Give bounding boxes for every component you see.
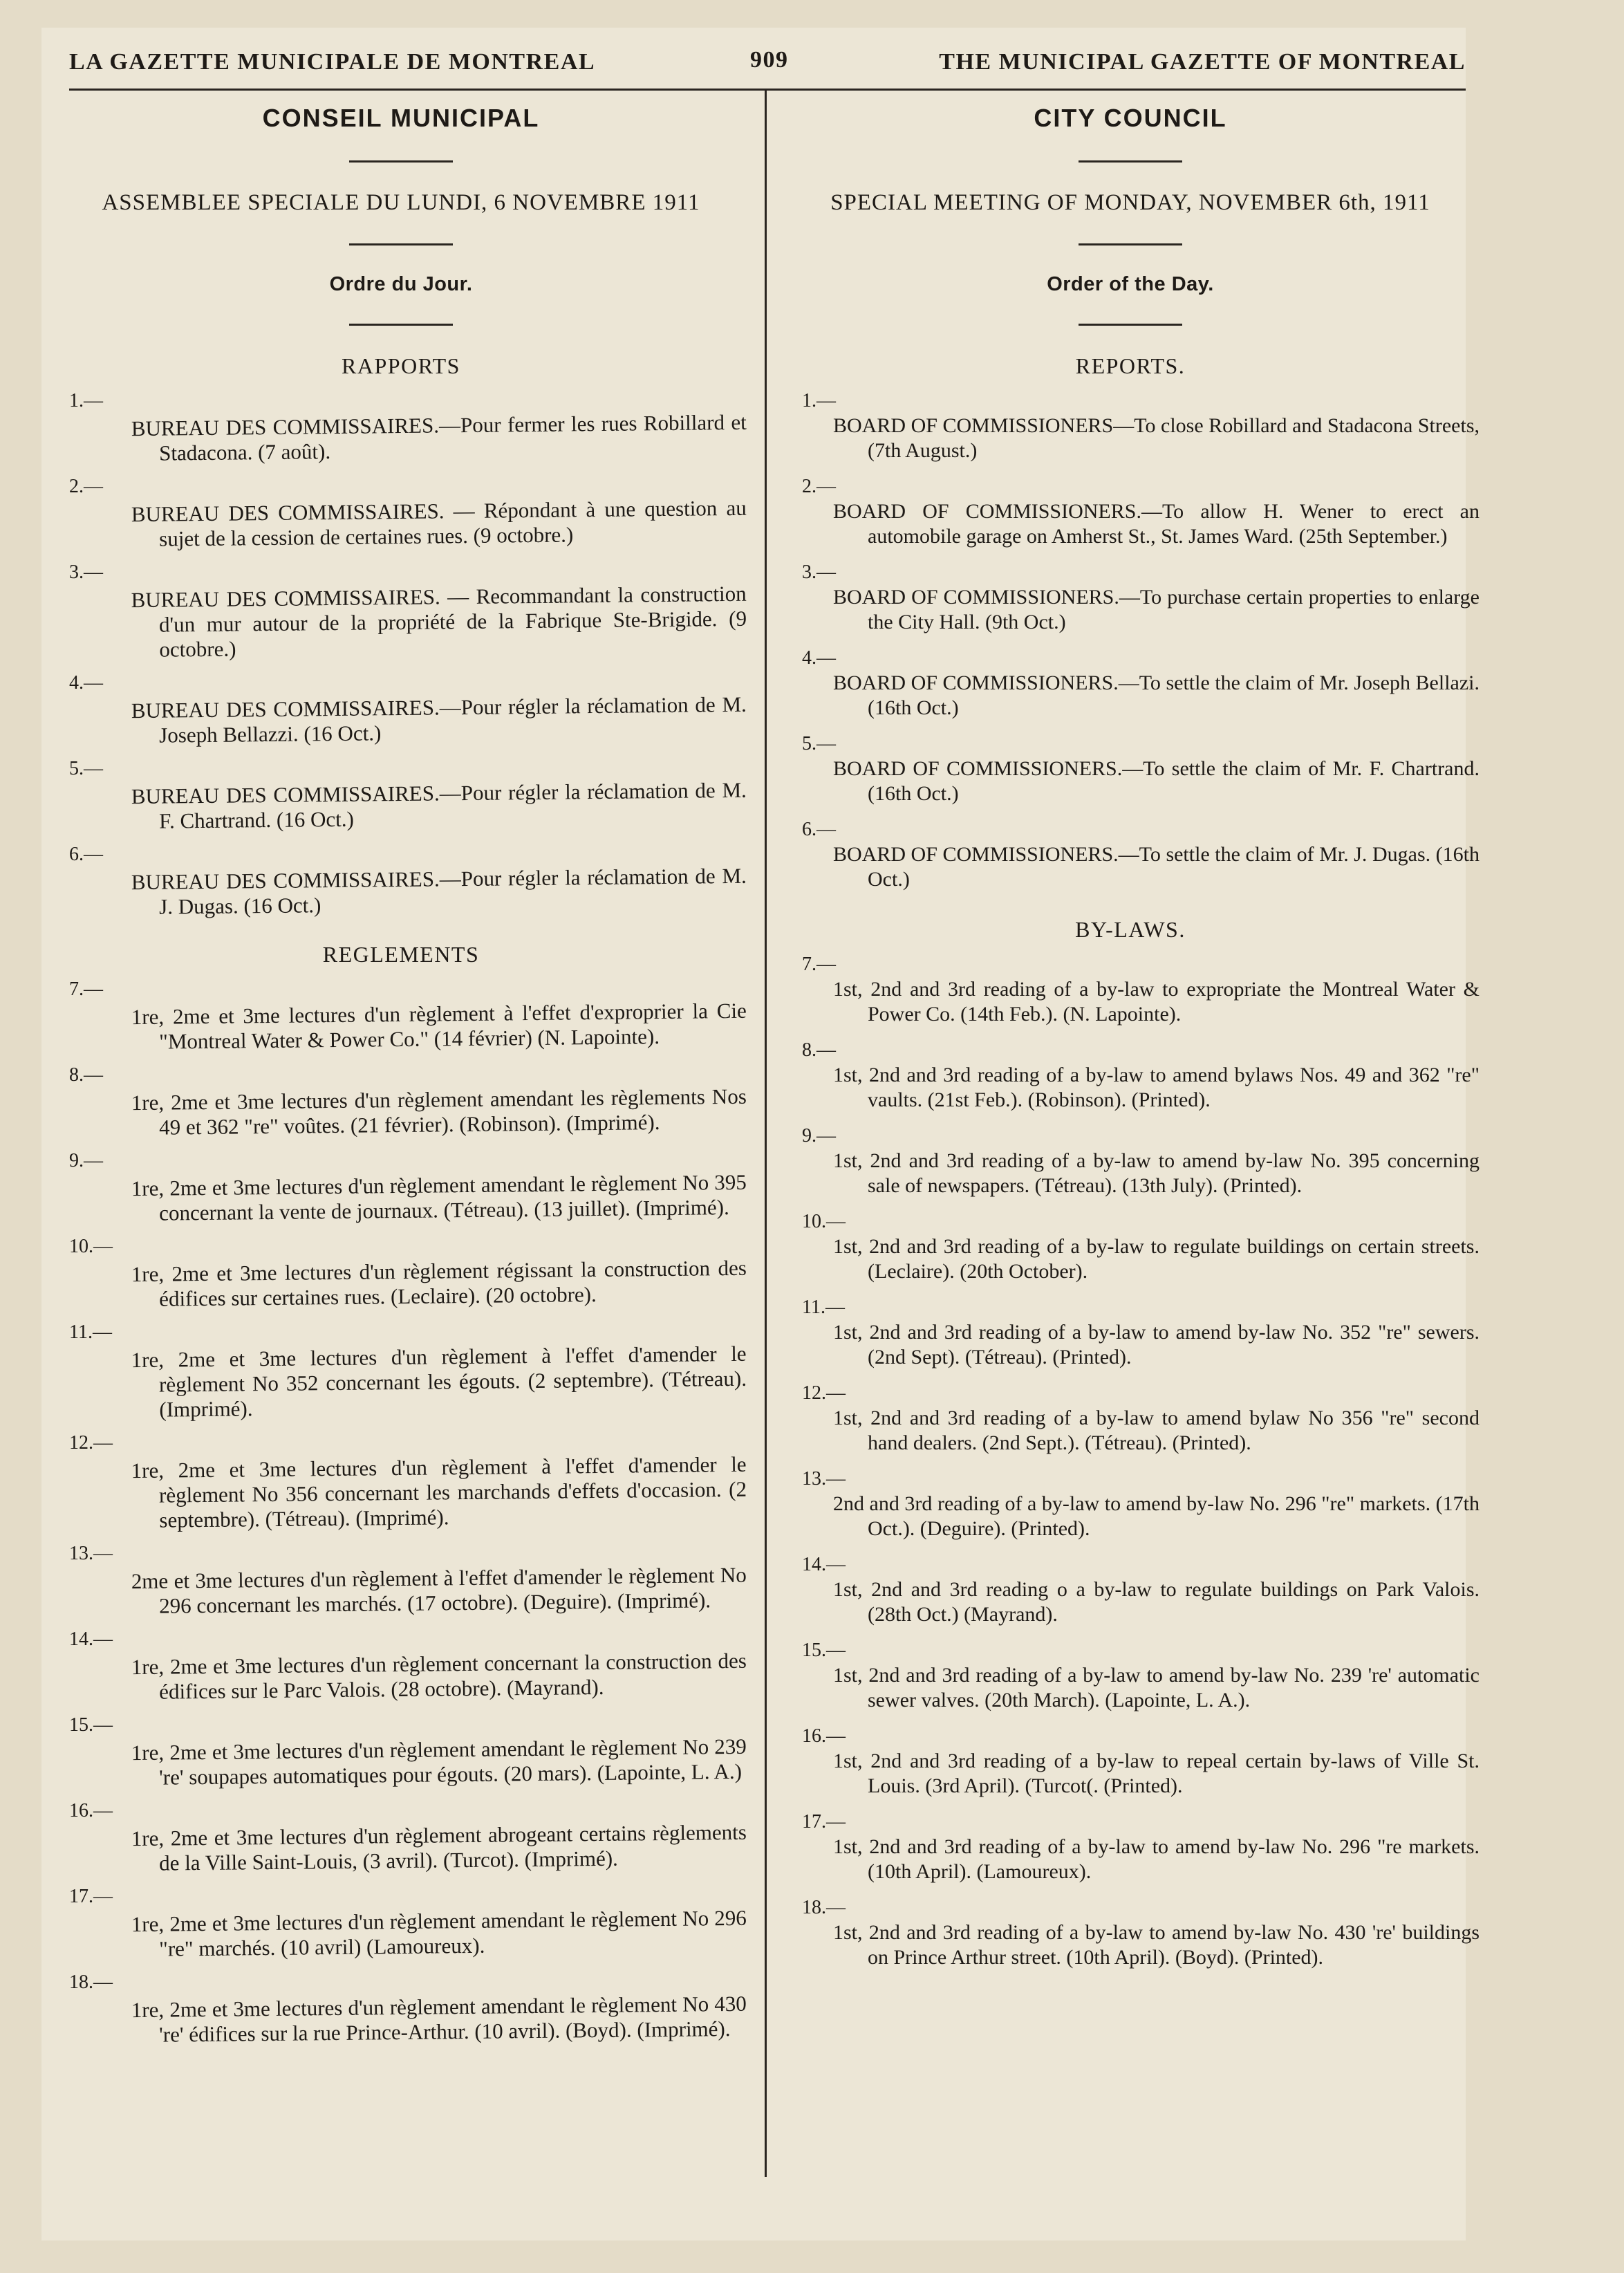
agenda-item-number: 15.— [69, 1714, 113, 1736]
agenda-item [781, 954, 1480, 1027]
agenda-item-text: 1re, 2me et 3me lectures d'un règlement amendant les règlements Nos 49 et 362 "re" voûtes. (21 février). (Robinson). (Imprimé). [131, 1084, 747, 1140]
agenda-item [781, 1297, 1480, 1370]
agenda-item [781, 1468, 1480, 1541]
agenda-item-text: 1st, 2nd and 3rd reading of a by-law to repeal certain by-laws of Ville St. Louis. (3rd April). (Turcot(. (Printed). [833, 1750, 1480, 1797]
agenda-item-text: 1st, 2nd and 3rd reading o a by-law to regulate buildings on Park Valois. (28th Oct.) (Mayrand). [833, 1578, 1480, 1626]
agenda-item-number: 16.— [69, 1800, 113, 1821]
agenda-item-number: 17.— [69, 1886, 113, 1907]
agenda-item [55, 476, 747, 549]
agenda-item-number: 10.— [69, 1236, 113, 1257]
agenda-item-number: 16.— [802, 1725, 846, 1747]
agenda-item [781, 1125, 1480, 1198]
agenda-item [55, 1543, 747, 1616]
french-heading: CONSEIL MUNICIPAL [262, 104, 540, 132]
agenda-item-text: BOARD OF COMMISSIONERS.—To settle the claim of Mr. Joseph Bellazi. (16th Oct.) [833, 671, 1480, 719]
agenda-item-text: BOARD OF COMMISSIONERS.—To allow H. Wener to erect an automobile garage on Amherst St., St. James Ward. (25th September.) [833, 500, 1480, 548]
agenda-item [55, 758, 747, 831]
agenda-item [55, 562, 747, 660]
column-divider [765, 89, 767, 2177]
agenda-item [781, 1897, 1480, 1970]
agenda-item [55, 1629, 747, 1702]
agenda-item-text: 2nd and 3rd reading of a by-law to amend by-law No. 296 "re" markets. (17th Oct.). (Deguire). (Printed). [833, 1492, 1480, 1540]
agenda-item-number: 1.— [802, 390, 836, 411]
agenda-item-text: BOARD OF COMMISSIONERS—To close Robillard and Stadacona Streets, (7th August.) [833, 414, 1480, 462]
agenda-item [55, 1064, 747, 1138]
agenda-item-text: BUREAU DES COMMISSAIRES. — Répondant à une question au sujet de la cession de certaines rues. (9 octobre.) [131, 495, 747, 551]
agenda-item-text: BUREAU DES COMMISSAIRES.—Pour régler la réclamation de M. F. Chartrand. (16 Oct.) [131, 777, 747, 833]
agenda-item-number: 9.— [69, 1150, 103, 1171]
page-number: 909 [750, 47, 789, 73]
agenda-item-text: 1re, 2me et 3me lectures d'un règlement amendant le règlement No 239 're' soupapes automatiques pour égouts. (20 mars). (Lapointe, L. A.) [131, 1734, 747, 1790]
french-bylaws-title: REGLEMENTS [322, 942, 480, 967]
header-french-title: LA GAZETTE MUNICIPALE DE MONTREAL [69, 49, 596, 75]
agenda-item-text: 1re, 2me et 3me lectures d'un règlement régissant la construction des édifices sur certaines rues. (Leclaire). (20 octobre). [131, 1255, 747, 1311]
agenda-item-text: BUREAU DES COMMISSAIRES. — Recommandant la construction d'un mur autour de la propriété de la Fabrique Ste-Brigide. (9 octobre.) [131, 581, 747, 662]
agenda-item-text: 1re, 2me et 3me lectures d'un règlement amendant le règlement No 296 "re" marchés. (10 avril) (Lamoureux). [131, 1905, 747, 1961]
english-reports-list [781, 390, 1480, 892]
agenda-item [781, 647, 1480, 721]
english-column [781, 104, 1480, 1983]
agenda-item-text: 1st, 2nd and 3rd reading of a by-law to regulate buildings on certain streets. (Leclaire). (20th October). [833, 1235, 1480, 1283]
french-reports-title: RAPPORTS [342, 353, 460, 378]
rule [1079, 243, 1182, 245]
agenda-item [781, 1811, 1480, 1884]
agenda-item [55, 1432, 747, 1530]
french-bylaws-list [55, 978, 747, 2045]
agenda-item-number: 5.— [802, 733, 836, 754]
agenda-item [55, 978, 747, 1052]
agenda-item-number: 13.— [69, 1543, 113, 1564]
agenda-item-text: 1re, 2me et 3me lectures d'un règlement amendant le règlement No 395 concernant la vente de journaux. (Tétreau). (13 juillet). (Imprimé). [131, 1169, 747, 1225]
agenda-item-text: 1st, 2nd and 3rd reading of a by-law to amend bylaws Nos. 49 and 362 "re" vaults. (21st Feb.). (Robinson). (Printed). [833, 1064, 1480, 1111]
agenda-item [55, 1714, 747, 1788]
english-heading: CITY COUNCIL [1034, 104, 1227, 132]
english-reports-title: REPORTS. [1075, 353, 1186, 378]
agenda-item-text: 1re, 2me et 3me lectures d'un règlement à l'effet d'exproprier la Cie "Montreal Water & Power Co." (14 février) (N. Lapointe). [131, 998, 747, 1054]
agenda-item [55, 1800, 747, 1873]
agenda-item [781, 733, 1480, 806]
agenda-item-number: 4.— [802, 647, 836, 669]
agenda-item-text: 1st, 2nd and 3rd reading of a by-law to amend by-law No. 352 "re" sewers. (2nd Sept). (Tétreau). (Printed). [833, 1321, 1480, 1369]
rule [349, 243, 453, 245]
agenda-item-number: 8.— [802, 1039, 836, 1061]
agenda-item-text: 1st, 2nd and 3rd reading of a by-law to expropriate the Montreal Water & Power Co. (14th Feb.). (N. Lapointe). [833, 978, 1480, 1026]
agenda-item-number: 17.— [802, 1811, 846, 1833]
agenda-item [781, 1382, 1480, 1456]
agenda-item-number: 7.— [802, 954, 836, 975]
agenda-item-number: 18.— [802, 1897, 846, 1918]
agenda-item-number: 3.— [802, 562, 836, 583]
agenda-item-number: 9.— [802, 1125, 836, 1147]
agenda-item-text: 1re, 2me et 3me lectures d'un règlement à l'effet d'amender le règlement No 356 concernant les marchands d'effets d'occasion. (2 septembre). (Tétreau). (Imprimé). [131, 1451, 747, 1532]
french-column [55, 104, 747, 2057]
agenda-item-number: 14.— [802, 1554, 846, 1575]
agenda-item-text: 2me et 3me lectures d'un règlement à l'effet d'amender le règlement No 296 concernant les marchés. (17 octobre). (Deguire). (Imprimé). [131, 1562, 747, 1618]
agenda-item-number: 12.— [69, 1432, 113, 1454]
english-meeting-line: SPECIAL MEETING OF MONDAY, NOVEMBER 6th, 1911 [830, 190, 1430, 215]
agenda-item-text: 1st, 2nd and 3rd reading of a by-law to amend by-law No. 430 're' buildings on Prince Arthur street. (10th April). (Boyd). (Printed). [833, 1921, 1480, 1969]
agenda-item [55, 1972, 747, 2045]
french-meeting-line: ASSEMBLEE SPECIALE DU LUNDI, 6 NOVEMBRE 1911 [102, 190, 700, 215]
english-bylaws-list [781, 954, 1480, 1970]
agenda-item-text: 1st, 2nd and 3rd reading of a by-law to amend by-law No. 239 're' automatic sewer valves. (20th March). (Lapointe, L. A.). [833, 1664, 1480, 1711]
agenda-item-number: 13.— [802, 1468, 846, 1490]
agenda-item-number: 14.— [69, 1629, 113, 1650]
english-bylaws-title: BY-LAWS. [1075, 917, 1186, 942]
agenda-item [781, 562, 1480, 635]
agenda-item [55, 672, 747, 748]
rule [349, 160, 453, 163]
agenda-item-number: 5.— [69, 758, 103, 779]
agenda-item [781, 1640, 1480, 1713]
agenda-item-number: 11.— [802, 1297, 845, 1318]
agenda-item [781, 1554, 1480, 1627]
agenda-item-text: BUREAU DES COMMISSAIRES.—Pour fermer les rues Robillard et Stadacona. (7 août). [131, 409, 747, 465]
rule [1079, 160, 1182, 163]
agenda-item [781, 1725, 1480, 1799]
agenda-item [55, 1150, 747, 1223]
agenda-item [55, 1886, 747, 1959]
agenda-item-number: 11.— [69, 1321, 112, 1343]
agenda-item-number: 6.— [69, 844, 103, 865]
agenda-item-number: 2.— [69, 476, 103, 497]
agenda-item-text: BUREAU DES COMMISSAIRES.—Pour régler la réclamation de M. J. Dugas. (16 Oct.) [131, 863, 747, 919]
agenda-item [781, 1039, 1480, 1113]
english-order-of-day: Order of the Day. [1047, 273, 1214, 295]
agenda-item [781, 819, 1480, 892]
running-header [69, 41, 1466, 83]
agenda-item-number: 8.— [69, 1064, 103, 1086]
agenda-item [55, 390, 747, 463]
agenda-item-text: 1st, 2nd and 3rd reading of a by-law to amend by-law No. 296 "re markets. (10th April). (Lamoureux). [833, 1835, 1480, 1883]
agenda-item-text: BOARD OF COMMISSIONERS.—To settle the claim of Mr. J. Dugas. (16th Oct.) [833, 843, 1480, 891]
agenda-item-text: 1re, 2me et 3me lectures d'un règlement amendant le règlement No 430 're' édifices sur la rue Prince-Arthur. (10 avril). (Boyd). (Imprimé). [131, 1991, 747, 2047]
agenda-item-text: BOARD OF COMMISSIONERS.—To purchase certain properties to enlarge the City Hall. (9th Oct.) [833, 586, 1480, 633]
french-order-of-day: Ordre du Jour. [329, 273, 473, 295]
rule [1079, 324, 1182, 326]
agenda-item-number: 10.— [802, 1211, 846, 1232]
header-english-title: THE MUNICIPAL GAZETTE OF MONTREAL [939, 49, 1466, 75]
rule [349, 324, 453, 326]
agenda-item-number: 18.— [69, 1972, 113, 1993]
header-rule [69, 89, 1466, 91]
agenda-item-number: 3.— [69, 562, 103, 583]
agenda-item-text: 1st, 2nd and 3rd reading of a by-law to amend bylaw No 356 "re" second hand dealers. (2nd Sept.). (Tétreau). (Printed). [833, 1407, 1480, 1454]
agenda-item-number: 2.— [802, 476, 836, 497]
agenda-item-text: 1re, 2me et 3me lectures d'un règlement à l'effet d'amender le règlement No 352 concernant les égouts. (2 septembre). (Tétreau). (Imprimé). [131, 1341, 747, 1422]
agenda-item-number: 4.— [69, 672, 103, 694]
agenda-item [781, 476, 1480, 549]
agenda-item [781, 390, 1480, 463]
agenda-item-text: BUREAU DES COMMISSAIRES.—Pour régler la réclamation de M. Joseph Bellazzi. (16 Oct.) [131, 692, 747, 748]
agenda-item-text: 1re, 2me et 3me lectures d'un règlement abrogeant certains règlements de la Ville Saint-Louis, (3 avril). (Turcot). (Imprimé). [131, 1819, 747, 1875]
agenda-item-number: 1.— [69, 390, 103, 411]
agenda-item-number: 12.— [802, 1382, 846, 1404]
agenda-item [55, 844, 747, 917]
agenda-item-number: 15.— [802, 1640, 846, 1661]
agenda-item-number: 6.— [802, 819, 836, 840]
agenda-item [55, 1236, 747, 1309]
agenda-item-text: 1re, 2me et 3me lectures d'un règlement concernant la construction des édifices sur le Parc Valois. (28 octobre). (Mayrand). [131, 1648, 747, 1704]
agenda-item-text: BOARD OF COMMISSIONERS.—To settle the claim of Mr. F. Chartrand. (16th Oct.) [833, 757, 1480, 805]
french-reports-list [55, 390, 747, 917]
agenda-item-number: 7.— [69, 978, 103, 1000]
agenda-item-text: 1st, 2nd and 3rd reading of a by-law to amend by-law No. 395 concerning sale of newspapers. (Tétreau). (13th July). (Printed). [833, 1149, 1480, 1197]
agenda-item [55, 1321, 747, 1420]
agenda-item [781, 1211, 1480, 1284]
